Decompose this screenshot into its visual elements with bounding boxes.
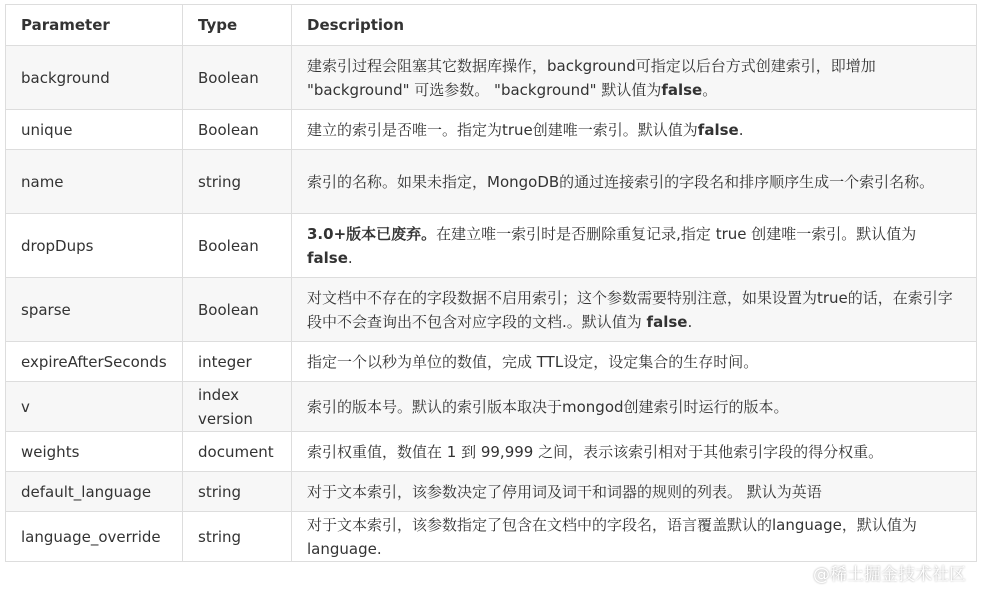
description-text: 索引的版本号。默认的索引版本取决于mongod创建索引时运行的版本。 <box>307 397 789 416</box>
description-cell <box>292 512 977 562</box>
description-cell <box>292 382 977 432</box>
watermark: @稀土掘金技术社区 <box>813 565 966 585</box>
type-cell: integer <box>183 342 292 382</box>
description-text: 对于文本索引，该参数指定了包含在文档中的字段名，语言覆盖默认的language，默认值为 language. <box>307 515 917 558</box>
description-text: . <box>347 248 353 267</box>
table-row <box>6 512 977 562</box>
header-type: Type <box>183 5 292 46</box>
description-text: 索引的名称。如果未指定，MongoDB的通过连接索引的字段名和排序顺序生成一个索引名称。 <box>307 172 935 191</box>
description-text: . <box>687 312 693 331</box>
parameter-cell: unique <box>6 110 183 150</box>
description-cell <box>292 472 977 512</box>
description-emphasis: false <box>646 312 688 331</box>
description-cell <box>292 46 977 110</box>
type-cell: Boolean <box>183 214 292 278</box>
header-parameter: Parameter <box>6 5 183 46</box>
parameters-table <box>5 4 977 562</box>
type-cell: document <box>183 432 292 472</box>
table-row <box>6 472 977 512</box>
table-row <box>6 382 977 432</box>
description-emphasis: false <box>307 248 348 267</box>
table-row <box>6 342 977 382</box>
header-description: Description <box>292 5 977 46</box>
table-row <box>6 150 977 214</box>
table-header-row <box>6 5 977 46</box>
parameter-cell: expireAfterSeconds <box>6 342 183 382</box>
type-cell: string <box>183 150 292 214</box>
table-row <box>6 278 977 342</box>
description-cell <box>292 150 977 214</box>
parameter-cell: name <box>6 150 183 214</box>
description-cell <box>292 432 977 472</box>
description-cell <box>292 278 977 342</box>
type-cell: Boolean <box>183 110 292 150</box>
description-cell <box>292 342 977 382</box>
description-text: 指定一个以秒为单位的数值，完成 TTL设定，设定集合的生存时间。 <box>307 352 759 371</box>
description-text: 建索引过程会阻塞其它数据库操作，background可指定以后台方式创建索引，即增加 "background" 可选参数。 "background" 默认值为 <box>307 56 876 99</box>
description-cell <box>292 110 977 150</box>
type-cell: Boolean <box>183 46 292 110</box>
description-text: 对于文本索引，该参数决定了停用词及词干和词器的规则的列表。 默认为英语 <box>307 482 822 501</box>
description-emphasis: 3.0+版本已废弃。 <box>307 224 437 243</box>
parameter-cell: weights <box>6 432 183 472</box>
description-text: 建立的索引是否唯一。指定为true创建唯一索引。默认值为 <box>307 120 698 139</box>
type-cell: string <box>183 472 292 512</box>
type-cell: string <box>183 512 292 562</box>
parameter-cell: language_override <box>6 512 183 562</box>
type-cell: index version <box>183 382 292 432</box>
parameter-cell: default_language <box>6 472 183 512</box>
description-cell <box>292 214 977 278</box>
parameter-cell: v <box>6 382 183 432</box>
description-text: 在建立唯一索引时是否删除重复记录,指定 true 创建唯一索引。默认值为 <box>436 224 917 243</box>
table-row <box>6 46 977 110</box>
description-text: . <box>738 120 744 139</box>
parameter-cell: sparse <box>6 278 183 342</box>
parameter-cell: background <box>6 46 183 110</box>
description-text: 对文档中不存在的字段数据不启用索引；这个参数需要特别注意，如果设置为true的话，在索引字段中不会查询出不包含对应字段的文档.。默认值为 <box>307 288 953 331</box>
table-row <box>6 432 977 472</box>
table-row <box>6 214 977 278</box>
description-text: 索引权重值，数值在 1 到 99,999 之间，表示该索引相对于其他索引字段的得分权重。 <box>307 442 884 461</box>
description-text: 。 <box>702 80 718 99</box>
description-emphasis: false <box>697 120 739 139</box>
parameter-cell: dropDups <box>6 214 183 278</box>
description-emphasis: false <box>661 80 703 99</box>
table-row <box>6 110 977 150</box>
type-cell: Boolean <box>183 278 292 342</box>
